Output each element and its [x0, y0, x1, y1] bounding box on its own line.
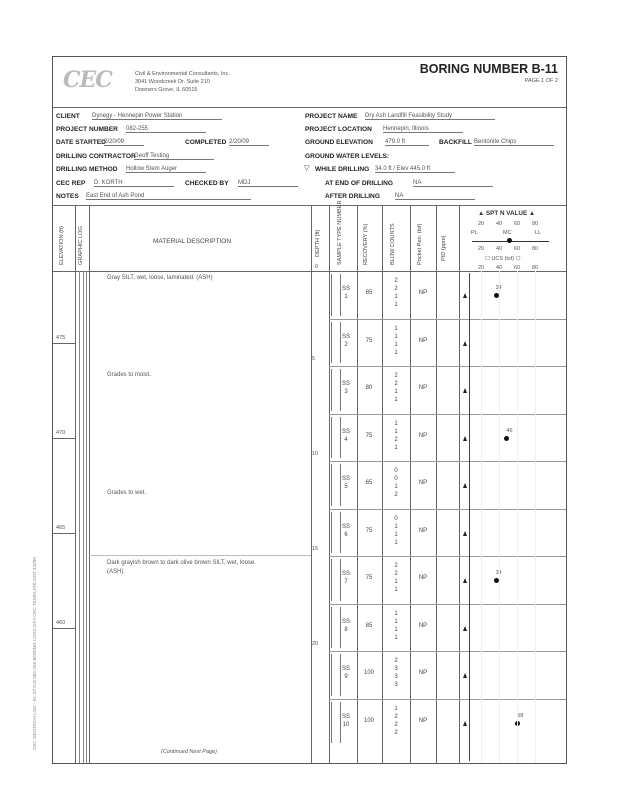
- material-description: Grades to wet.: [107, 490, 147, 496]
- right-info-label: AFTER DRILLING: [325, 193, 380, 200]
- left-info-value: Geoff Testing: [134, 153, 214, 160]
- left-info-label: CLIENT: [56, 113, 80, 120]
- blow-count: 1: [394, 610, 398, 617]
- elevation-label: 460: [56, 620, 66, 626]
- depth-label: 10: [312, 451, 319, 457]
- recovery-value: 100: [363, 717, 374, 724]
- blow-count: 0: [394, 468, 398, 474]
- recovery-value: 65: [365, 480, 373, 486]
- company-logo: CEC: [63, 67, 112, 93]
- spt-tick-label: 20: [478, 265, 485, 271]
- backfill-value: Bentonite Chips: [474, 139, 554, 146]
- spt-marker: [463, 721, 467, 726]
- blow-count: 1: [394, 618, 398, 625]
- right-info-label: PROJECT LOCATION: [305, 126, 372, 133]
- spt-marker: [463, 483, 467, 488]
- sample-number: 9: [344, 674, 348, 680]
- recovery-value: 75: [365, 337, 373, 344]
- moisture-content-label: 34: [495, 285, 502, 291]
- sample-type: SS: [341, 286, 350, 292]
- sample-type: SS: [341, 381, 350, 387]
- blow-count: 1: [394, 587, 398, 593]
- recovery-value: 75: [365, 527, 373, 534]
- col-pocket-pen: Pocket Pen. (tsf): [417, 223, 423, 265]
- blow-count: 2: [394, 658, 398, 664]
- col-blow-counts: BLOW COUNTS: [390, 223, 396, 265]
- left-info-label: DRILLING METHOD: [56, 166, 118, 173]
- moisture-content-label: 58: [517, 712, 524, 719]
- left-info-value: D. KORTH: [94, 180, 174, 187]
- right-info-label: AT END OF DRILLING: [325, 180, 394, 187]
- blow-count: 0: [394, 515, 398, 522]
- elevation-label: 470: [56, 430, 66, 436]
- spt-marker: [463, 436, 467, 441]
- left-info-label: PROJECT NUMBER: [56, 126, 118, 133]
- moisture-content-point: [494, 578, 499, 583]
- left-info-label: CEC REP: [56, 180, 86, 187]
- blow-count: 2: [394, 713, 398, 720]
- material-description: (ASH).: [107, 569, 125, 575]
- blow-count: 3: [394, 666, 398, 672]
- pocket-pen-value: NP: [418, 670, 428, 676]
- sample-type: SS: [341, 333, 350, 340]
- blow-count: 1: [394, 428, 398, 435]
- company-address-1: 3041 Woodcreek Dr. Suite 210: [135, 79, 210, 85]
- right-info-label: GROUND WATER LEVELS:: [305, 153, 390, 160]
- col-depth: DEPTH (ft): [315, 229, 321, 257]
- sidebar-file-stamp: CEC GEOTECH LOG - EL STYLE 082-255 BORING LOGS.GPJ CEC TEMPLATE.GDT 4/3/09: [32, 557, 37, 750]
- blow-count: 1: [394, 484, 398, 490]
- recovery-value: 75: [365, 575, 373, 581]
- blow-count: 1: [394, 341, 398, 348]
- left-info-label: NOTES: [56, 193, 79, 200]
- blow-count: 2: [394, 721, 398, 728]
- blow-count: 1: [394, 333, 398, 340]
- left-info-value: East End of Ash Pond: [86, 193, 251, 200]
- right-info-value: Dry Ash Landfill Feasibility Study: [365, 113, 495, 120]
- sample-type: SS: [341, 618, 350, 625]
- moisture-content-point: [504, 436, 509, 441]
- blow-count: 2: [394, 373, 398, 379]
- spt-tick-label: 40: [496, 221, 503, 227]
- blow-count: 1: [394, 539, 398, 546]
- company-name: Civil & Environmental Consultants, Inc.: [135, 71, 230, 77]
- spt-marker: [463, 673, 467, 678]
- right-info-value: 479.0 ft: [385, 139, 429, 146]
- spt-tick-label: 20: [478, 221, 485, 227]
- sample-number: 6: [344, 531, 348, 538]
- left-info-value: Hollow Stem Auger: [126, 166, 206, 173]
- backfill-label: BACKFILL: [439, 139, 472, 146]
- split-spoon-icon: [331, 464, 341, 506]
- spt-marker: [463, 341, 467, 346]
- recovery-value: 100: [363, 670, 374, 676]
- left-info-label: DATE STARTED: [56, 139, 106, 146]
- right-info-label: PROJECT NAME: [305, 113, 358, 120]
- sample-type: SS: [341, 476, 350, 482]
- sample-number: 7: [344, 579, 348, 585]
- blow-count: 3: [394, 682, 398, 688]
- split-spoon-icon: [331, 512, 341, 554]
- moisture-content-label: 46: [506, 427, 513, 434]
- pocket-pen-value: NP: [418, 290, 428, 296]
- mc-label: MC: [503, 230, 512, 236]
- ucs-label: ☐ UCS (tsf) ☐: [485, 256, 521, 262]
- split-spoon-icon: [331, 559, 341, 601]
- blow-count: 1: [394, 531, 398, 538]
- recovery-value: 80: [365, 385, 373, 391]
- sample-number: 10: [342, 721, 350, 728]
- spt-tick-label: 80: [532, 265, 539, 271]
- split-spoon-icon: [331, 417, 341, 459]
- blow-count: 2: [394, 729, 398, 736]
- material-description: Dark grayish brown to dark olive brown SILT, wet, loose.: [107, 560, 256, 566]
- blow-count: 1: [394, 634, 398, 641]
- split-spoon-icon: [331, 274, 341, 316]
- blow-count: 2: [394, 436, 398, 443]
- right-info-label: GROUND ELEVATION: [305, 139, 373, 146]
- blow-count: 2: [394, 381, 398, 387]
- depth-label: 20: [312, 641, 319, 647]
- ll-label: LL: [535, 230, 542, 236]
- left-info-value: 082-255: [126, 126, 206, 133]
- checked-by-value: MDJ: [238, 180, 298, 187]
- spt-tick-label: 60: [514, 221, 521, 227]
- blow-count: 1: [394, 302, 398, 308]
- pocket-pen-value: NP: [418, 432, 428, 439]
- water-level-icon: ▽: [304, 165, 310, 172]
- blow-count: 1: [394, 523, 398, 530]
- boring-number-title: BORING NUMBER B-11: [419, 62, 558, 76]
- sample-type: SS: [341, 713, 350, 720]
- spt-tick-label: 80: [532, 221, 539, 227]
- sample-number: 1: [344, 294, 348, 300]
- blow-count: 1: [394, 389, 398, 395]
- blow-count: 3: [394, 674, 398, 680]
- sample-number: 8: [344, 626, 348, 633]
- spt-marker: [463, 578, 467, 583]
- spt-title: ▲ SPT N VALUE ▲: [478, 210, 536, 217]
- blow-count: 1: [394, 420, 398, 427]
- col-pid: PID (ppm): [441, 235, 447, 261]
- completed-label: COMPLETED: [185, 139, 227, 146]
- sample-number: 3: [344, 389, 348, 395]
- split-spoon-icon: [331, 369, 341, 411]
- col-graphic-log: GRAPHIC LOG: [78, 226, 84, 265]
- col-material-description: MATERIAL DESCRIPTION: [153, 238, 232, 245]
- sample-type: SS: [341, 428, 350, 435]
- spt-tick-label: 40: [496, 265, 503, 271]
- moisture-content-label: 34: [495, 570, 502, 576]
- depth-label: 5: [312, 356, 316, 362]
- checked-by-label: CHECKED BY: [185, 180, 229, 187]
- pocket-pen-value: NP: [418, 575, 428, 581]
- left-info-value: 2/20/09: [104, 139, 144, 146]
- split-spoon-icon: [331, 702, 341, 744]
- recovery-value: 85: [365, 622, 373, 629]
- completed-value: 2/20/09: [229, 139, 269, 146]
- mc-legend-dot: [507, 238, 512, 243]
- col-sample-type: SAMPLE TYPE NUMBER: [337, 200, 343, 265]
- spt-tick-label: 80: [532, 246, 539, 252]
- blow-count: 2: [394, 286, 398, 292]
- spt-marker: [463, 531, 467, 536]
- material-description: Gray SILT, wet, loose, laminated. (ASH): [107, 275, 213, 281]
- left-info-value: Dynegy - Hennepin Power Station: [92, 113, 222, 120]
- blow-count: 0: [394, 476, 398, 482]
- pocket-pen-value: NP: [418, 337, 428, 344]
- col-elevation: ELEVATION (ft): [59, 226, 65, 265]
- boring-log-sheet: [52, 56, 567, 764]
- continued-note: (Continued Next Page): [161, 749, 217, 755]
- spt-marker: [463, 388, 467, 393]
- sample-number: 2: [344, 341, 348, 348]
- blow-count: 1: [394, 397, 398, 403]
- pocket-pen-value: NP: [418, 717, 428, 724]
- blow-count: 2: [394, 571, 398, 577]
- left-info-label: DRILLING CONTRACTOR: [56, 153, 136, 160]
- pocket-pen-value: NP: [418, 527, 428, 534]
- blow-count: 2: [394, 563, 398, 569]
- depth-label: 0: [315, 264, 319, 270]
- spt-tick-label: 60: [514, 246, 521, 252]
- recovery-value: 75: [365, 432, 373, 439]
- col-recovery: RECOVERY (%): [363, 223, 369, 265]
- split-spoon-icon: [331, 322, 341, 364]
- right-info-value: Hennepin, Illinois: [383, 126, 463, 133]
- spt-marker: [463, 626, 467, 631]
- material-description: Grades to moist.: [107, 372, 152, 378]
- right-info-value: NA: [413, 180, 493, 187]
- right-info-value: NA: [395, 193, 475, 200]
- sample-type: SS: [341, 571, 350, 577]
- depth-label: 15: [312, 546, 319, 552]
- right-info-label: WHILE DRILLING: [315, 166, 370, 173]
- spt-tick-label: 40: [496, 246, 503, 252]
- sample-number: 4: [344, 436, 348, 443]
- spt-tick-label: 20: [478, 246, 485, 252]
- moisture-content-point: [494, 293, 499, 298]
- recovery-value: 85: [365, 290, 373, 296]
- spt-tick-label: 60: [514, 265, 521, 271]
- blow-count: 1: [394, 294, 398, 300]
- blow-count: 2: [394, 278, 398, 284]
- sample-number: 5: [344, 484, 348, 490]
- blow-count: 1: [394, 325, 398, 332]
- blow-count: 1: [394, 626, 398, 633]
- elevation-label: 475: [56, 335, 66, 341]
- company-address-2: Downers Grove, IL 60515: [135, 87, 198, 93]
- pl-label: PL: [471, 230, 478, 236]
- blow-count: 1: [394, 349, 398, 356]
- blow-count: 1: [394, 444, 398, 451]
- pocket-pen-value: NP: [418, 622, 428, 629]
- elevation-label: 465: [56, 525, 66, 531]
- blow-count: 2: [394, 492, 398, 498]
- blow-count: 1: [394, 579, 398, 585]
- spt-marker: [463, 293, 467, 298]
- pocket-pen-value: NP: [418, 385, 428, 391]
- page-number: PAGE 1 OF 2: [524, 78, 558, 84]
- split-spoon-icon: [331, 607, 341, 649]
- sample-type: SS: [341, 523, 350, 530]
- pocket-pen-value: NP: [418, 480, 428, 486]
- split-spoon-icon: [331, 654, 341, 696]
- right-info-value: 34.0 ft / Elev 445.0 ft: [375, 166, 455, 173]
- sample-type: SS: [341, 666, 350, 672]
- blow-count: 1: [394, 705, 398, 712]
